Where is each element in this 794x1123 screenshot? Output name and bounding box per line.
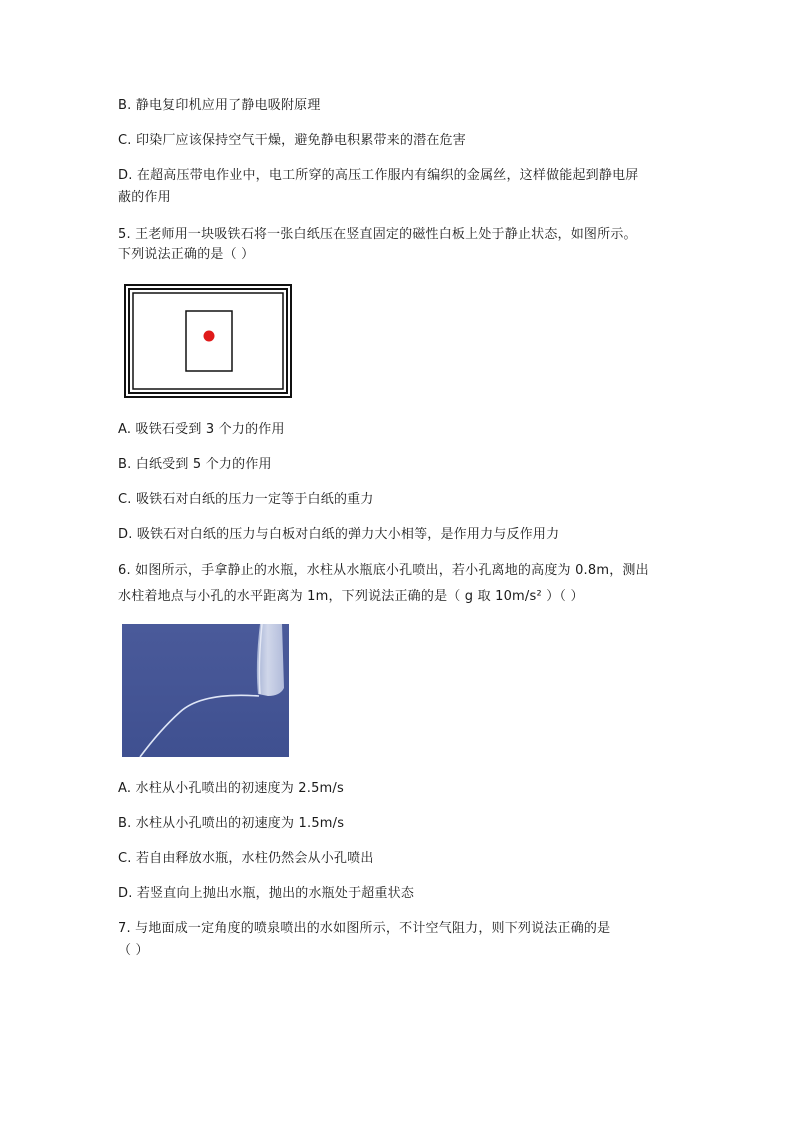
line-d-shielding-cont: 蔽的作用 [118,190,171,205]
option-6b: B. 水柱从小孔喷出的初速度为 1.5m/s [118,816,345,831]
option-5d: D. 吸铁石对白纸的压力与白板对白纸的弹力大小相等，是作用力与反作用力 [118,527,560,542]
water-bottle-photo [122,624,289,757]
line-c-dyeing: C. 印染厂应该保持空气干燥，避免静电积累带来的潜在危害 [118,133,466,148]
option-6a: A. 水柱从小孔喷出的初速度为 2.5m/s [118,781,344,796]
magnet-dot [204,331,215,342]
option-5a: A. 吸铁石受到 3 个力的作用 [118,422,285,437]
question-5-stem-cont: 下列说法正确的是（ ） [118,247,255,262]
question-7-stem: 7. 与地面成一定角度的喷泉喷出的水如图所示，不计空气阻力，则下列说法正确的是 [118,921,611,936]
question-6-stem: 6. 如图所示，手拿静止的水瓶，水柱从水瓶底小孔喷出，若小孔离地的高度为 0.8m，测出 [118,563,649,578]
option-6d: D. 若竖直向上抛出水瓶，抛出的水瓶处于超重状态 [118,886,415,901]
option-5b: B. 白纸受到 5 个力的作用 [118,457,272,472]
question-7-stem-cont: （ ） [118,943,149,958]
option-5c: C. 吸铁石对白纸的压力一定等于白纸的重力 [118,492,374,507]
line-d-shielding: D. 在超高压带电作业中，电工所穿的高压工作服内有编织的金属丝，这样做能起到静电屏 [118,168,639,183]
line-b-copier: B. 静电复印机应用了静电吸附原理 [118,98,321,113]
whiteboard-figure [124,284,292,398]
question-6-stem-cont: 水柱着地点与小孔的水平距离为 1m，下列说法正确的是（ g 取 10m/s² ）（ ） [118,589,584,604]
question-5-stem: 5. 王老师用一块吸铁石将一张白纸压在竖直固定的磁性白板上处于静止状态，如图所示。 [118,227,637,242]
option-6c: C. 若自由释放水瓶，水柱仍然会从小孔喷出 [118,851,374,866]
